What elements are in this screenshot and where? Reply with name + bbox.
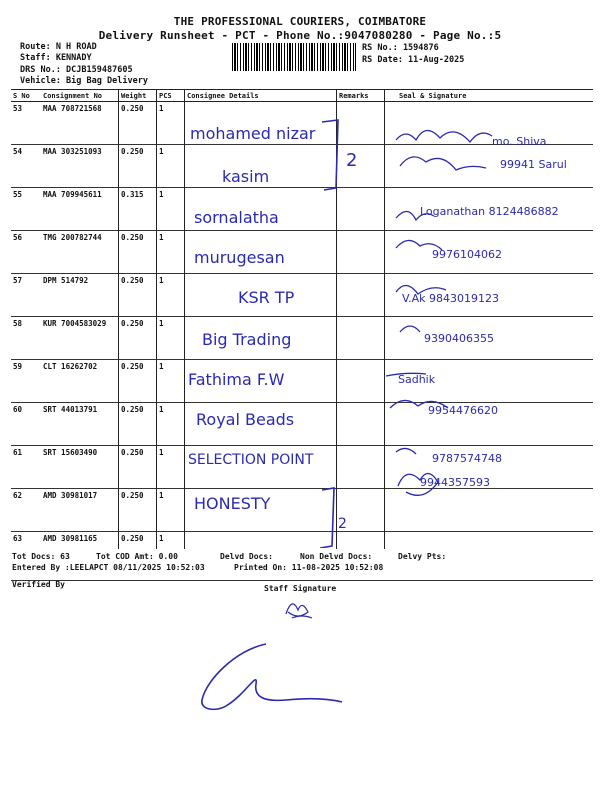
handwritten-seal: 9787574748 [432,452,502,465]
handwritten-consignee: kasim [222,167,270,186]
handwritten-consignee: SELECTION POINT [188,452,314,468]
handwritten-consignee: HONESTY [194,494,271,513]
handwritten-consignee: Fathima F.W [188,370,285,389]
row-pcs: 1 [157,188,185,231]
handwritten-seal: Loganathan 8124486882 [420,205,559,218]
row-pcs: 1 [157,489,185,532]
company-name: THE PROFESSIONAL COURIERS, COIMBATORE [173,15,427,28]
row-consignment-no: CLT 16262702 [41,360,119,403]
row-weight: 0.250 [119,274,157,317]
row-consignment-no: AMD 30981165 [41,532,119,581]
staff-signature-label: Staff Signature [264,584,337,593]
handwritten-seal: mo. Shiva [492,135,547,148]
col-seal-header: Seal & Signature [385,90,593,102]
remarks-count: 2 [338,516,347,532]
row-pcs: 1 [157,446,185,489]
col-remarks-header: Remarks [337,90,385,102]
delvy-pts: Delvy Pts: [398,552,447,561]
verified-by-label: Verified By [12,580,65,589]
row-consignment-no: MAA 709945611 [41,188,119,231]
column-divider [384,89,385,549]
verifier-signature [196,640,346,720]
entered-by: Entered By :LEELAPCT 08/11/2025 10:52:03 [12,563,205,572]
row-weight: 0.250 [119,532,157,581]
vehicle-label: Vehicle: Big Bag Delivery [20,76,148,86]
row-weight: 0.250 [119,446,157,489]
row-sno: 61 [11,446,41,489]
row-consignment-no: TMG 200782744 [41,231,119,274]
handwritten-consignee: KSR TP [238,288,295,307]
column-divider [156,89,157,549]
row-weight: 0.250 [119,489,157,532]
handwritten-consignee: Big Trading [202,330,292,349]
handwritten-seal: 9954476620 [428,404,498,417]
row-sno: 58 [11,317,41,360]
non-delvd-docs: Non Delvd Docs: [300,552,373,561]
row-sno: 54 [11,145,41,188]
row-consignment-no: KUR 7004583029 [41,317,119,360]
handwritten-seal: 9390406355 [424,332,494,345]
handwritten-consignee: sornalatha [194,208,279,227]
staff-signature-scribble [280,594,320,622]
route-label: Route: N H ROAD [20,42,97,52]
row-sno: 56 [11,231,41,274]
row-pcs: 1 [157,145,185,188]
row-weight: 0.250 [119,403,157,446]
printed-on: Printed On: 11-08-2025 10:52:08 [234,563,384,572]
table-header-row [11,90,593,102]
handwritten-seal: 99941 Sarul [500,158,567,171]
col-consignment-header: Consignment No [41,90,119,102]
row-pcs: 1 [157,102,185,145]
row-pcs: 1 [157,231,185,274]
row-sno: 57 [11,274,41,317]
row-pcs: 1 [157,532,185,581]
row-weight: 0.250 [119,102,157,145]
row-sno: 62 [11,489,41,532]
drs-number: DRS No.: DCJB159487605 [20,65,133,75]
row-sno: 63 [11,532,41,581]
row-sno: 59 [11,360,41,403]
barcode-image [232,43,356,71]
col-pcs-header: PCS [157,90,185,102]
col-weight-header: Weight [119,90,157,102]
row-sno: 53 [11,102,41,145]
row-weight: 0.250 [119,317,157,360]
delvd-docs: Delvd Docs: [220,552,273,561]
row-weight: 0.315 [119,188,157,231]
handwritten-seal: Sadhik [398,373,436,386]
col-consignee-header: Consignee Details [185,90,337,102]
row-sno: 55 [11,188,41,231]
remarks-brackets [320,118,380,548]
runsheet-subtitle: Delivery Runsheet - PCT - Phone No.:9047080280 - Page No.:5 [98,29,502,42]
handwritten-seal: 9976104062 [432,248,502,261]
row-pcs: 1 [157,317,185,360]
tot-cod-amount: Tot COD Amt: 0.00 [96,552,178,561]
handwritten-consignee: mohamed nizar [190,124,316,143]
handwritten-seal: 9944357593 [420,476,490,489]
row-consignment-no: DPM 514792 [41,274,119,317]
row-weight: 0.250 [119,360,157,403]
row-consignment-no: SRT 15603490 [41,446,119,489]
col-sno-header: S No [11,90,41,102]
handwritten-seal: V.Ak 9843019123 [402,292,499,305]
row-pcs: 1 [157,274,185,317]
row-pcs: 1 [157,403,185,446]
row-consignment-no: MAA 303251093 [41,145,119,188]
row-weight: 0.250 [119,145,157,188]
rs-date: RS Date: 11-Aug-2025 [362,55,465,65]
row-consignment-no: AMD 30981017 [41,489,119,532]
row-consignment-no: SRT 44013791 [41,403,119,446]
tot-docs: Tot Docs: 63 [12,552,70,561]
rs-number: RS No.: 1594876 [362,43,439,53]
column-divider [118,89,119,549]
row-weight: 0.250 [119,231,157,274]
signature-scribbles [386,110,596,530]
column-divider [184,89,185,549]
staff-label: Staff: KENNADY [20,53,92,63]
row-pcs: 1 [157,360,185,403]
handwritten-consignee: murugesan [194,248,285,267]
remarks-count: 2 [346,150,358,171]
handwritten-consignee: Royal Beads [196,410,295,429]
row-sno: 60 [11,403,41,446]
row-consignment-no: MAA 708721568 [41,102,119,145]
